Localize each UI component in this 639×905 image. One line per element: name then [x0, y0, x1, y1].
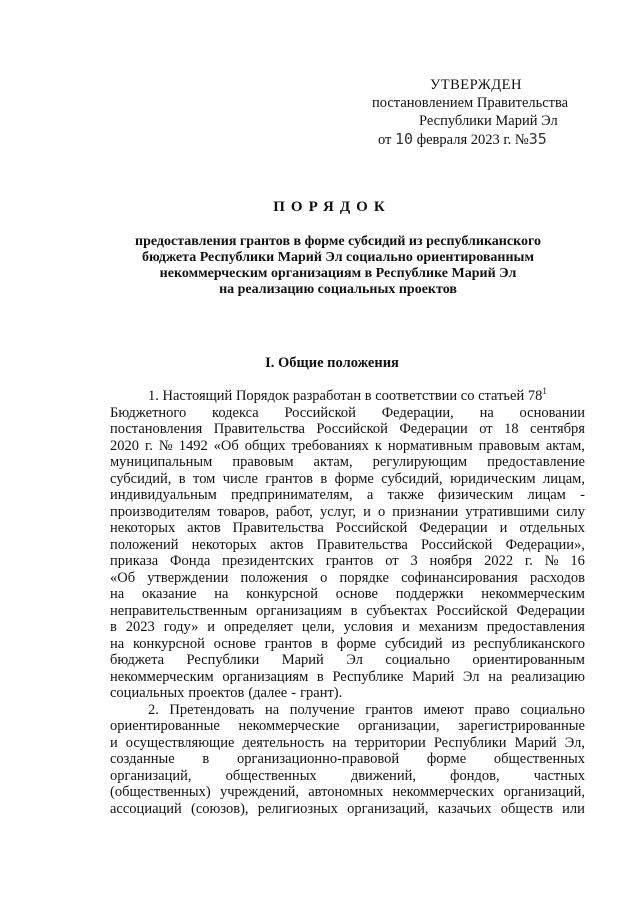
word: ассоциаций [110, 800, 182, 817]
approval-line-republic: Республики Марий Эл [419, 113, 558, 129]
word: частных [533, 767, 585, 784]
word: республиканского [473, 635, 585, 652]
word: организаций, [347, 800, 429, 817]
word: в [178, 470, 186, 487]
word: организаций, [110, 767, 192, 784]
word: Эл, [564, 734, 585, 751]
word: товаров, [217, 503, 269, 520]
approval-line-decree: постановлением Правительства [372, 95, 569, 111]
text-line [110, 735, 585, 752]
word: 2023 [125, 619, 155, 635]
word: религиозных [257, 800, 338, 817]
word: территории [354, 734, 426, 751]
word: от [479, 421, 493, 437]
document-subtitle [108, 234, 568, 298]
approval-line-date [378, 130, 547, 149]
word: организациям [222, 668, 309, 685]
word: обществ [500, 800, 553, 817]
word: неправительственным [110, 602, 248, 619]
text-line [110, 454, 585, 471]
word: определяет [223, 619, 293, 635]
word: из [451, 635, 465, 652]
decree-number: 35 [528, 130, 547, 148]
word: поддержки [395, 586, 464, 602]
word: ноября [429, 553, 473, 569]
word: отдельных [519, 520, 585, 536]
word: правовым [478, 437, 540, 454]
word: регулирующим [372, 454, 468, 470]
text-line [110, 801, 585, 818]
subtitle-line: бюджета Республики Марий Эл социально ориентированным [141, 250, 535, 265]
word: на [332, 734, 347, 751]
paragraph-1-first-line [110, 388, 585, 405]
word: право [474, 701, 510, 718]
paragraph-1 [110, 405, 585, 702]
text-line [110, 405, 585, 422]
word: Республики [433, 734, 507, 751]
word: предпринимателям, [231, 487, 353, 503]
word: форме [334, 470, 374, 487]
word: Федерации, [381, 404, 454, 421]
word: № [544, 553, 559, 569]
word: «Об [110, 569, 136, 586]
word: - [580, 487, 585, 503]
word: положений [110, 536, 179, 553]
word: грантов [365, 701, 413, 718]
word: (общественных) [110, 784, 211, 800]
word: и [363, 503, 371, 520]
text-line [110, 487, 585, 504]
word: постановления [110, 421, 203, 437]
word: субсидий, [381, 470, 443, 487]
word: Марий [412, 668, 455, 685]
word: социально [385, 652, 450, 668]
word: лицам, [542, 470, 585, 487]
text-line [110, 718, 585, 735]
word: утратившими [465, 503, 550, 520]
word: организации, [358, 718, 440, 734]
date-prefix: от [378, 132, 392, 148]
word: осуществляющие [125, 734, 235, 751]
word: муниципальным [110, 454, 213, 470]
word: конкурсной [133, 635, 205, 652]
date-middle: февраля 2023 г. № [416, 132, 529, 148]
word: движений, [350, 767, 416, 784]
word: (далее [248, 685, 288, 701]
word: субсидий [384, 635, 443, 652]
word: приказа [110, 553, 159, 569]
word: форме [426, 751, 467, 767]
date-day: 10 [395, 130, 414, 148]
text-line [110, 685, 585, 702]
word: и [110, 734, 118, 751]
word: расходов [529, 569, 585, 586]
approval-title: УТВЕРЖДЕН [430, 77, 522, 93]
word: субсидий, [110, 470, 172, 487]
word: Правительства [232, 520, 324, 536]
word: числе [222, 470, 258, 487]
word: также [387, 487, 424, 503]
word: Фонда [170, 553, 211, 569]
word: бюджета [110, 652, 165, 668]
paragraph-1-opening: 1. Настоящий Порядок разработан в соответствии со статьей 78 [148, 388, 543, 404]
word: юридическим [450, 470, 536, 487]
word: нормативным [387, 437, 473, 454]
word: актам, [313, 454, 353, 470]
word: кодекса [212, 404, 259, 421]
word: условия [343, 619, 394, 635]
section-heading: I. Общие положения [265, 355, 399, 371]
word: или [562, 800, 585, 817]
word: индивидуальным [110, 487, 217, 503]
text-line [110, 768, 585, 785]
word: на [110, 586, 125, 602]
text-line [110, 603, 585, 620]
word: некоммерческим [110, 668, 214, 685]
word: 18 [504, 421, 519, 437]
word: в [320, 470, 328, 487]
text-line [110, 421, 585, 438]
subtitle-line: некоммерческим организациям в Республике Марий Эл [159, 266, 517, 281]
word: на [110, 635, 125, 652]
subtitle-line: предоставления грантов в форме субсидий из республиканского [135, 234, 541, 249]
word: некоммерческих [392, 784, 495, 800]
word: признании [392, 503, 459, 520]
word: правовым [232, 454, 294, 470]
word: производителям [110, 503, 211, 520]
word: г. [144, 437, 153, 454]
text-line [110, 652, 585, 669]
text-line [110, 669, 585, 686]
word: силу [556, 503, 585, 520]
word: предоставления [486, 619, 585, 635]
word: Бюджетного [110, 404, 187, 421]
word: (союзов), [191, 800, 249, 817]
word: Российской [316, 421, 388, 437]
word: оказание [141, 586, 197, 602]
text-line [110, 702, 585, 719]
text-line [110, 504, 585, 521]
word: 16 [570, 553, 585, 569]
text-line [110, 636, 585, 653]
text-line [110, 520, 585, 537]
word: актов [269, 536, 304, 553]
word: субъектах [366, 602, 428, 619]
word: на [488, 668, 503, 685]
word: порядке [339, 569, 389, 586]
text-line [110, 586, 585, 603]
word: форме [336, 635, 377, 652]
word: лицам [527, 487, 566, 503]
word: казачьих [437, 800, 492, 817]
word: к [374, 437, 382, 454]
word: Эл [462, 668, 480, 685]
word: автономных [308, 784, 384, 800]
word: социально [520, 701, 585, 718]
paragraph-2 [110, 702, 585, 818]
word: основе [335, 586, 378, 602]
word: 1492 [178, 437, 208, 454]
word: на [214, 586, 229, 602]
word: 3 [410, 553, 418, 569]
word: проектов [188, 685, 245, 701]
text-line [110, 619, 585, 636]
word: в [202, 751, 210, 767]
word: о [320, 569, 328, 586]
word: организаций, [503, 784, 585, 800]
word: и [207, 619, 216, 635]
word: некоммерческие [238, 718, 340, 734]
word: в [316, 668, 324, 685]
word: некоторых [110, 520, 176, 536]
word: актов [187, 520, 221, 536]
text-line [110, 784, 585, 801]
word: г. [524, 553, 533, 569]
word: - [291, 685, 297, 701]
article-superscript: 1 [542, 386, 547, 396]
word: физическим [438, 487, 514, 503]
word: положения [240, 569, 308, 586]
word: общественных [493, 751, 585, 767]
word: организациям [256, 602, 342, 619]
text-line [110, 471, 585, 488]
word: актам, [545, 437, 585, 454]
word: ориентированные [110, 718, 220, 734]
word: а [366, 487, 374, 503]
word: в [350, 602, 358, 619]
word: в [321, 635, 329, 652]
word: и [499, 520, 508, 536]
word: Федерации [419, 520, 488, 536]
word: о [377, 503, 386, 520]
word: некоммерческим [481, 586, 585, 602]
word: от [385, 553, 399, 569]
word: 2020 [110, 437, 139, 454]
word: Федерации [516, 602, 585, 619]
word: Федерации [399, 421, 468, 437]
word: учреждений, [220, 784, 299, 800]
document-body [110, 388, 585, 817]
word: на [479, 404, 494, 421]
word: в [110, 619, 117, 635]
word: грантов [264, 635, 313, 652]
word: работ, [275, 503, 313, 520]
word: президентских [222, 553, 314, 569]
word: созданные [110, 751, 175, 767]
word: софинансирования [401, 569, 518, 586]
word: организационно-правовой [237, 751, 400, 767]
word: на [264, 701, 280, 718]
word: Правительства [213, 421, 305, 437]
word: году» [163, 619, 199, 635]
approval-stamp [0, 0, 639, 170]
word: грант). [300, 685, 343, 701]
word: фондов, [450, 767, 500, 784]
word: том [193, 470, 216, 487]
word: № [158, 437, 173, 454]
word: основе [213, 635, 256, 652]
word: предоставление [487, 454, 585, 470]
word: 2022 [484, 553, 514, 569]
word: Марий [514, 734, 557, 751]
word: сентября [530, 421, 585, 437]
word: услуг, [319, 503, 357, 520]
text-line [110, 438, 585, 455]
subtitle-line: на реализацию социальных проектов [219, 282, 457, 297]
word: «Об [213, 437, 239, 454]
word: грантов [325, 553, 374, 569]
word: Российской [420, 536, 493, 553]
text-line [110, 570, 585, 587]
word: Правительства [316, 536, 408, 553]
text-line [110, 751, 585, 768]
word: деятельность [242, 734, 325, 751]
word: имеют [423, 701, 464, 718]
word: некоторых [191, 536, 257, 553]
word: утверждении [147, 569, 229, 586]
word: конкурсной [246, 586, 319, 602]
word: получение [289, 701, 355, 718]
word: социальных [110, 685, 185, 701]
word: Эл [346, 652, 363, 668]
word: грантов [265, 470, 313, 487]
word: Претендовать [169, 701, 255, 718]
word: 2. [148, 701, 159, 718]
word: основании [519, 404, 585, 421]
word: Федерации», [505, 536, 585, 553]
document-title: ПОРЯДОК [273, 199, 391, 215]
word: Марий [281, 652, 324, 668]
word: Российской [284, 404, 356, 421]
word: требованиях [291, 437, 369, 454]
word: реализацию [511, 668, 585, 685]
word: зарегистрированные [458, 718, 585, 734]
word: Российской [335, 520, 408, 536]
word: общих [244, 437, 286, 454]
word: Республике [332, 668, 404, 685]
word: общественных [225, 767, 317, 784]
word: Республики [186, 652, 260, 668]
word: и [402, 619, 410, 635]
word: ориентированным [472, 652, 585, 668]
word: цели, [301, 619, 335, 635]
word: механизм [418, 619, 478, 635]
word: Российской [436, 602, 508, 619]
text-line [110, 537, 585, 554]
text-line [110, 553, 585, 570]
